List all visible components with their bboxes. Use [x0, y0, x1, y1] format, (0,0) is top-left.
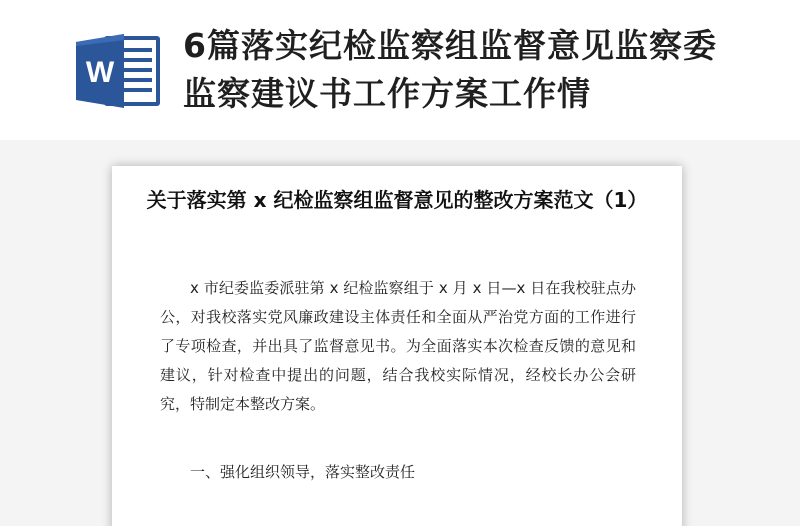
document-page	[112, 166, 682, 526]
document-title: 关于落实第 x 纪检监察组监督意见的整改方案范文（1）	[146, 188, 648, 212]
header-banner	[0, 0, 800, 140]
document-paragraph: x 市纪委监委派驻第 x 纪检监察组于 x 月 x 日—x 日在我校驻点办公，对我校落实党风廉政建设主体责任和全面从严治党方面的工作进行了专项检查，并出具了监督意见书。为全面落实本次检查反馈的意见和建议，针对检查中提出的问题，结合我校实际情况，经校长办公会研究，特制定本整改方案。	[160, 279, 636, 413]
section-heading: 一、强化组织领导，落实整改责任	[190, 463, 416, 481]
word-document-icon	[74, 30, 164, 112]
header-title: 6篇落实纪检监察组监督意见监察委监察建议书工作方案工作情	[183, 26, 717, 113]
svg-text:W: W	[85, 56, 115, 89]
